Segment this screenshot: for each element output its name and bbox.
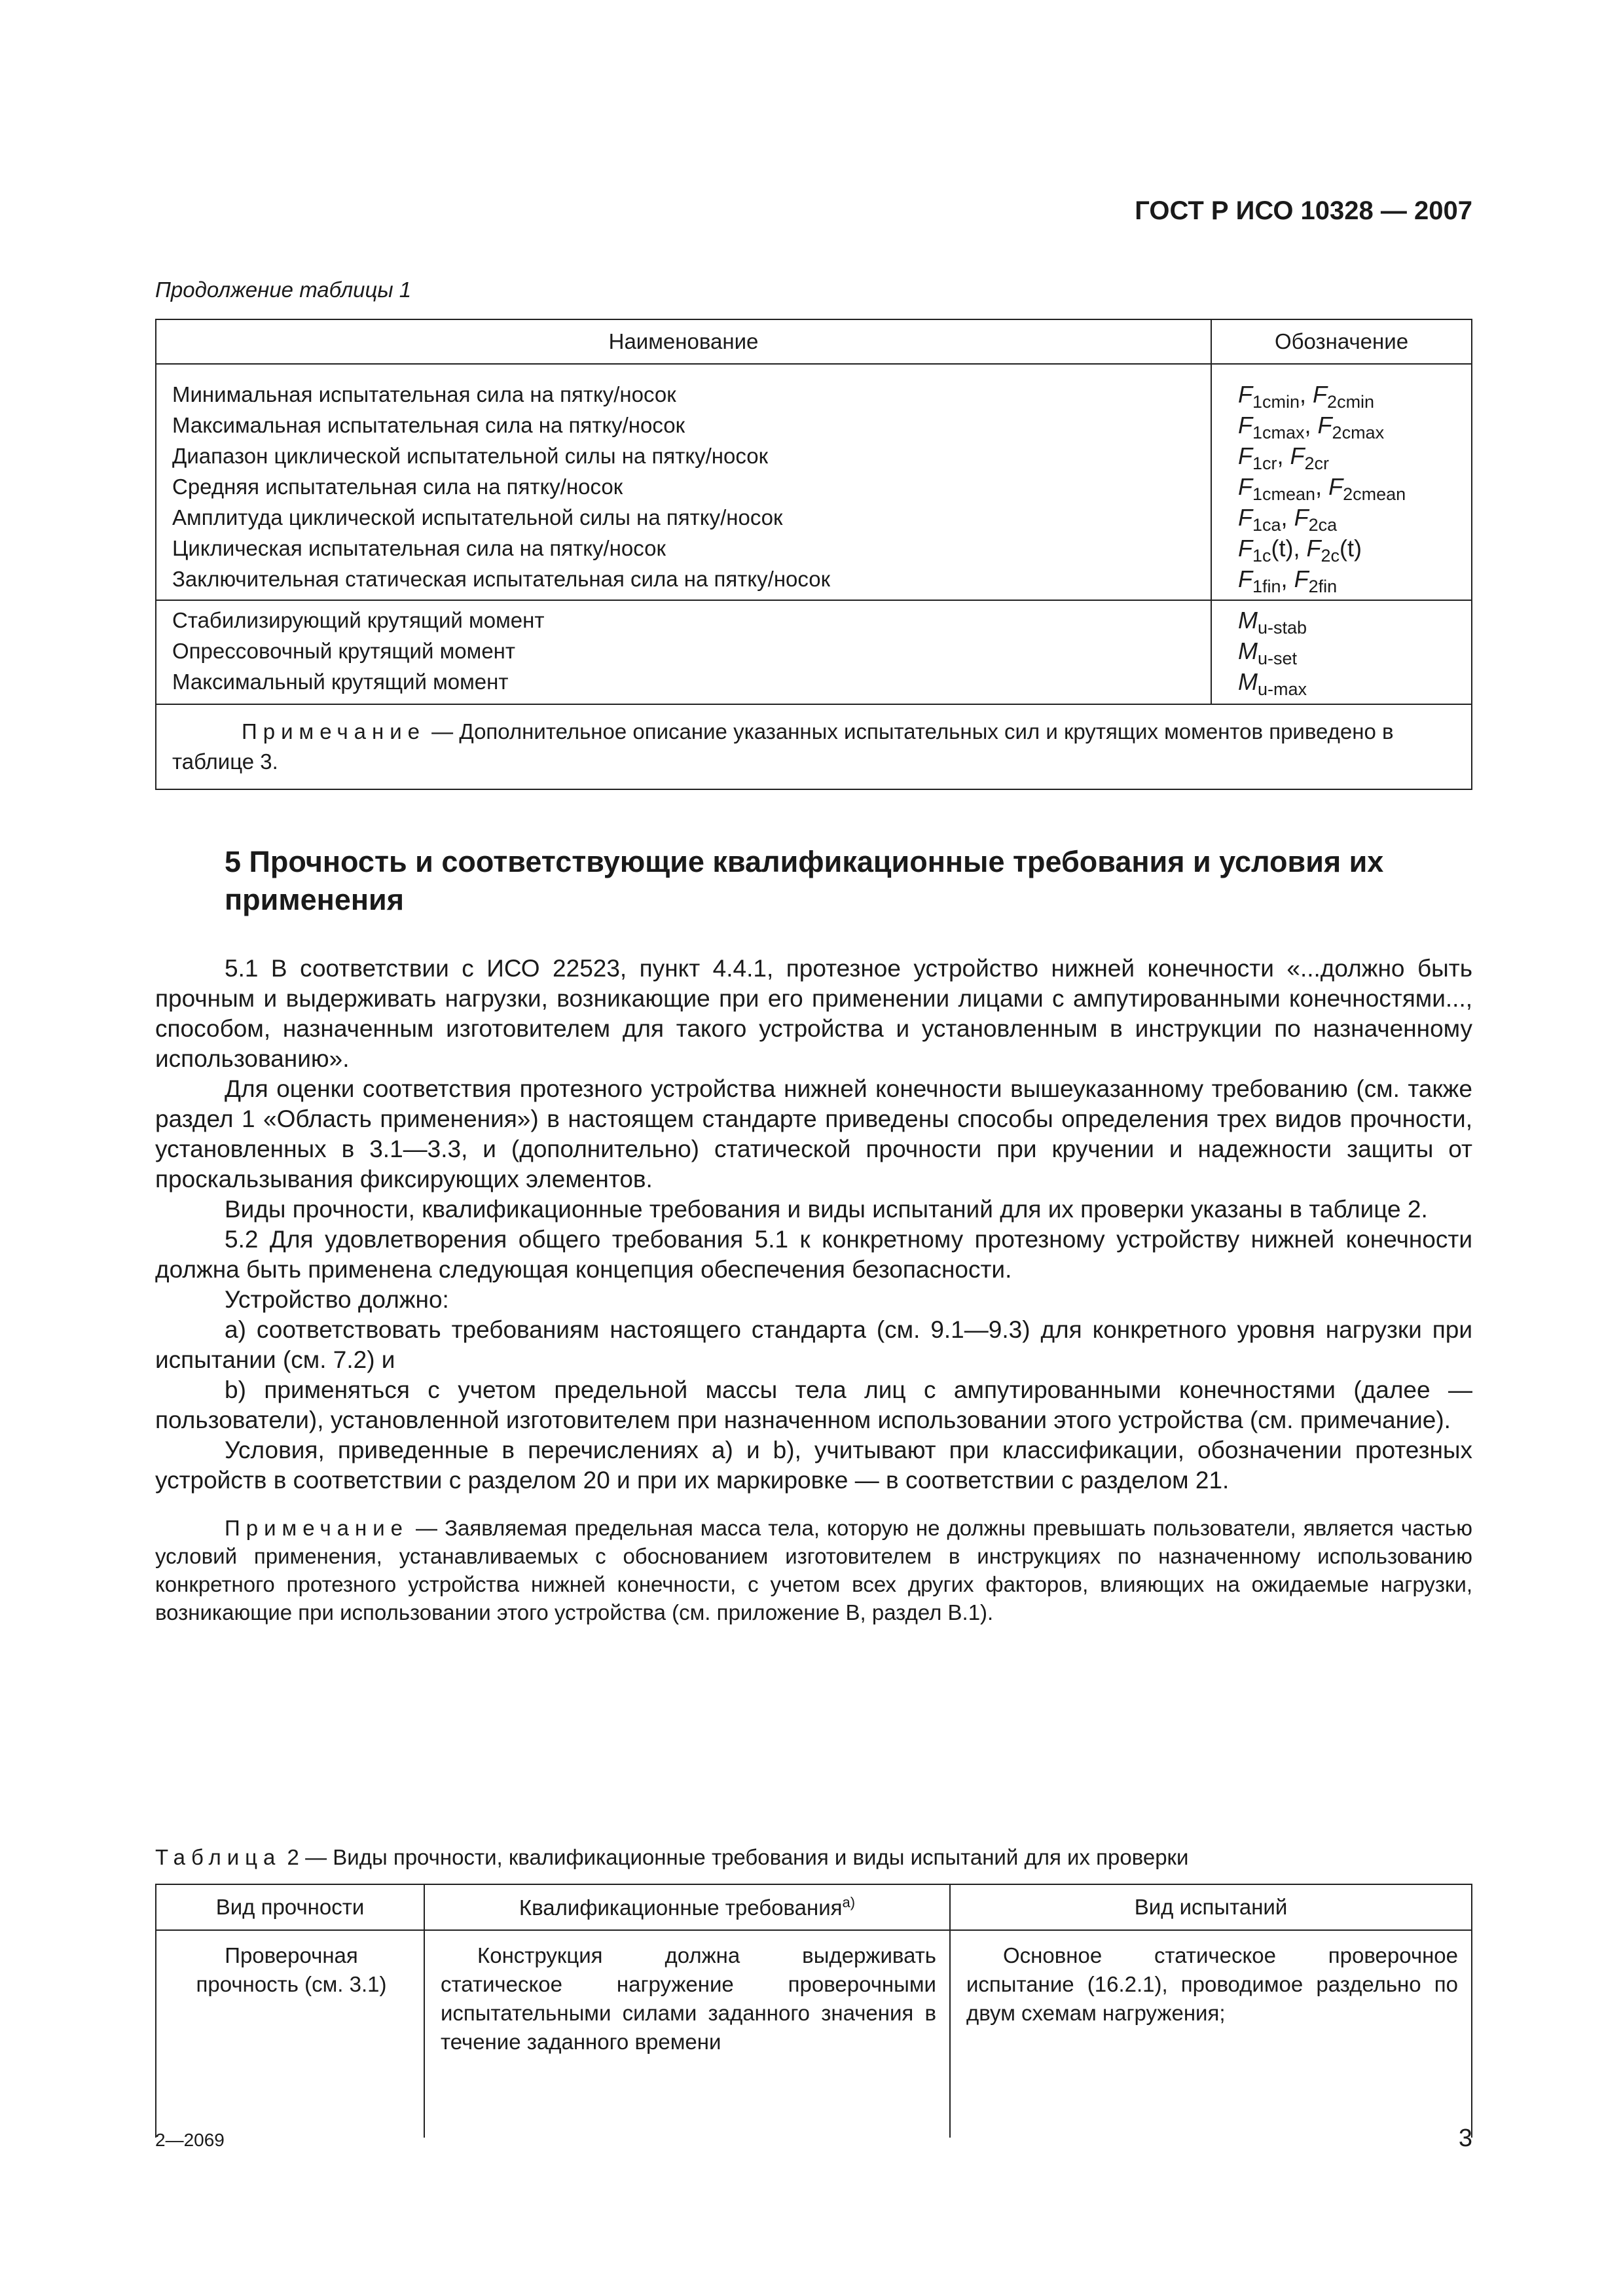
col-header-symbol: Обозначение [1211,319,1472,364]
list-item: Средняя испытательная сила на пятку/носок [172,475,623,499]
symbol-item: $F_{1c}(t)$, $F_{2c}(t)$ [1238,535,1362,565]
symbol-item: $F_{1ca}$, $F_{2ca}$ [1238,504,1338,535]
col-header-requirements: Квалификационные требования$^{a)}$ [424,1884,950,1930]
col-header-name: Наименование [156,319,1211,364]
list-item: Максимальная испытательная сила на пятку/носок [172,413,685,437]
list-item: Диапазон циклической испытательной силы на пятку/носок [172,444,769,468]
table-2-header [156,1884,1472,1930]
table-cell: Проверочная прочность (см. 3.1) [156,1930,424,2138]
caption-text: 2 — Виды прочности, квалификационные требования и виды испытаний для их проверки [281,1845,1189,1869]
note-label: Примечание [225,1516,409,1540]
symbol-item: $M_{u-max}$ [1238,668,1307,699]
paragraph: Виды прочности, квалификационные требования и виды испытаний для их проверки указаны в таблице 2. [225,1196,1428,1223]
list-item: Циклическая испытательная сила на пятку/носок [172,536,666,560]
table-row-forces [156,364,1472,600]
symbol-item: $F_{1fin}$, $F_{2fin}$ [1238,565,1338,596]
moment-symbols [1211,600,1472,704]
paragraph: a) соответствовать требованиям настоящего стандарта (см. 9.1—9.3) для конкретного уровня нагрузки при испытании (см. 7.2) и [155,1316,1472,1373]
table-1 [155,319,1472,790]
symbol-item: $F_{1cmax}$, $F_{2cmax}$ [1238,412,1385,442]
paragraph: 5.2 Для удовлетворения общего требования 5.1 к конкретному протезному устройству нижней конечности должна быть применена следующая концепция обеспечения безопасности. [155,1226,1472,1283]
list-item: Опрессовочный крутящий момент [172,639,516,663]
paragraph: Устройство должно: [225,1286,449,1313]
page-number: 3 [1458,2125,1472,2152]
footer-code: 2—2069 [155,2130,225,2150]
note-text: — Дополнительное описание указанных испытательных сил и крутящих моментов приведено в таблице 3. [172,719,1394,774]
symbol-item: $F_{1cmean}$, $F_{2cmean}$ [1238,473,1406,504]
table-continuation-label: Продолжение таблицы 1 [155,278,412,302]
table-1-header [156,319,1472,364]
section-note [155,1514,1472,1626]
standard-code: ГОСТ Р ИСО 10328 — 2007 [1135,196,1472,225]
table-row [156,1930,1472,2138]
paragraph: Условия, приведенные в перечислениях а) и b), учитывают при классификации, обозначении протезных устройств в соответствии с разделом 20 и при их маркировке — в соответствии с разделом 21. [155,1437,1472,1494]
col-header-tests: Вид испытаний [950,1884,1472,1930]
symbol-item: $M_{u-set}$ [1238,637,1298,668]
list-item: Максимальный крутящий момент [172,670,509,694]
list-item: Стабилизирующий крутящий момент [172,608,545,632]
paragraph: Для оценки соответствия протезного устройства нижней конечности вышеуказанному требованию (см. также раздел 1 «Область применения») в настоящем стандарте приведены способы определения трех видов прочности, установленных в 3.1—3.3, и (дополнительно) статической прочности при кручении и надежности защиты от проскальзывания фиксирующих элементов. [155,1075,1472,1193]
note-label: Примечание [242,719,426,744]
symbol-item: $F_{1cr}$, $F_{2cr}$ [1238,442,1330,473]
table-2-caption [155,1845,1188,1870]
table-1-note [156,704,1472,789]
symbol-item: $M_{u-stab}$ [1238,607,1307,637]
caption-label: Таблица [155,1845,282,1869]
list-item: Амплитуда циклической испытательной силы на пятку/носок [172,505,783,529]
table-row-moments [156,600,1472,704]
list-item: Заключительная статическая испытательная сила на пятку/носок [172,567,831,591]
col-header-strength: Вид прочности [156,1884,424,1930]
table-1-note-row [156,704,1472,789]
section-title: 5 Прочность и соответствующие квалификационные требования и условия их применения [225,845,1384,916]
section-body [155,954,1472,1626]
table-cell: Конструкция должна выдерживать статическое нагружение проверочными испытательными силами заданного значения в течение заданного времени [424,1930,950,2138]
paragraph: 5.1 В соответствии с ИСО 22523, пункт 4.4.1, протезное устройство нижней конечности «...должно быть прочным и выдерживать нагрузки, возникающие при его применении лицами с ампутированными конечностями..., способом, назначенным изготовителем для такого устройства и установленным в инструкции по назначенному использованию». [155,955,1472,1072]
force-names [156,364,1211,600]
force-symbols [1211,364,1472,600]
symbol-item: $F_{1cmin}$, $F_{2cmin}$ [1238,381,1375,412]
moment-names [156,600,1211,704]
table-2 [155,1884,1472,2138]
note-text: — Заявляемая предельная масса тела, которую не должны превышать пользователи, является частью условий применения, устанавливаемых с обоснованием изготовителем в инструкциях по назначенному использованию конкретного протезного устройства нижней конечности, с учетом всех других факторов, влияющих на ожидаемые нагрузки, возникающие при использовании этого устройства (см. приложение В, раздел В.1). [155,1516,1472,1624]
table-cell: Основное статическое проверочное испытание (16.2.1), проводимое раздельно по двум схемам нагружения; [966,1943,1458,2025]
paragraph: b) применяться с учетом предельной массы тела лиц с ампутированными конечностями (далее — пользователи), установленной изготовителем при назначенном использовании этого устройства (см. примечание). [155,1376,1472,1433]
list-item: Минимальная испытательная сила на пятку/носок [172,382,676,406]
